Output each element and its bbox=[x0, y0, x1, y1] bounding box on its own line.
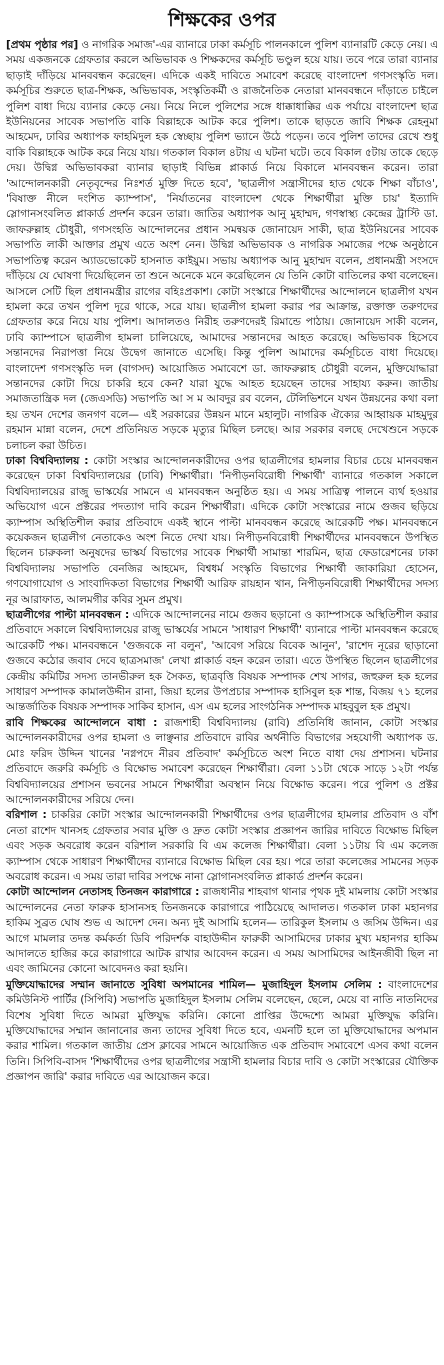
section-subhead: বরিশাল : bbox=[6, 809, 47, 822]
paragraph-text: চাকরির কোটা সংস্কার আন্দোলনকারী শিক্ষার্থীদের ওপর ছাত্রলীগের হামলার প্রতিবাদ ও বাঁশ নেতা রাশেদ খানসহ গ্রেফতার সবার মুক্তি ও দ্রুত কোটা সংস্কার প্রজ্ঞাপন জারির দাবিতে বিক্ষোভ মিছিল এবং সড়ক অবরোধ করেন বরিশাল সরকারি বি এম কলেজ শিক্ষার্থীরা। বেলা ১১টায় বি এম কলেজ ক্যাম্পাস থেকে সাধারণ শিক্ষার্থীদের ব্যানারে বিক্ষোভ মিছিল বের হয়। পরে তারা কলেজের সামনের সড়ক অবরোধ করেন। এ সময় তারা দাবির সপক্ষে নানা স্লোগানসংবলিত প্লাকার্ড প্রদর্শন করেন। bbox=[6, 809, 438, 883]
article-paragraph bbox=[6, 716, 438, 808]
section-subhead: মুক্তিযোদ্ধাদের সম্মান জানাতে সুবিধা অপমানের শামিল— মুজাহিদুল ইসলাম সেলিম : bbox=[6, 978, 382, 991]
section-subhead: ছাত্রলীগের পাল্টা মানববন্ধন : bbox=[6, 609, 130, 622]
section-subhead: কোটা আন্দোলন নেতাসহ তিনজন কারাগারে : bbox=[6, 886, 200, 899]
article-paragraph bbox=[6, 608, 438, 716]
article-paragraph bbox=[6, 978, 438, 1086]
paragraph-text: এদিকে আন্দোলনের নামে গুজব ছড়ানো ও ক্যাম্পাসকে অস্থিতিশীল করার প্রতিবাদে সকালে বিশ্ববিদ্যালয়ের রাজু ভাস্কর্যের সামনে 'সাধারণ শিক্ষার্থী' ব্যানারে পাল্টা মানববন্ধন করেছে আরেকটি পক্ষ। মানববন্ধনে 'গুজবকে না বলুন', 'আবেগ সরিয়ে বিবেক আনুন', 'রাশেদ নূরের ছাড়ানো গুজবে কঠোর জবাব দেবে ছাত্রসমাজ' লেখা প্লাকার্ড বহন করেন তারা। এতে উপস্থিত ছিলেন ছাত্রলীগের কেন্দ্রীয় কমিটির সদস্য তানভীরুল হক সৈকত, ছাত্রবৃত্তি বিষয়ক সম্পাদক শেখ সাগর, জহুরুল হক হলের সাধারণ সম্পাদক কামালউদ্দীন রানা, জিয়া হলের উপপ্রচার সম্পাদক হাসিবুল হক শান্ত, বিজয় ৭১ হলের আন্তর্জাতিক বিষয়ক সম্পাদক সাকিব হাসান, এস এম হলের সাংগঠনিক সম্পাদক মাহবুবুল হক প্রমুখ। bbox=[6, 609, 439, 714]
continuation-marker: [প্রথম পৃষ্ঠার পর] bbox=[6, 39, 79, 51]
paragraph-text: ও নাগরিক সমাজ'-এর ব্যানারে ঢাকা কর্মসূচি পালনকালে পুলিশ ব্যানারটি কেড়ে নেয়। এ সময় একজনকে গ্রেফতার করলে অভিভাবক ও শিক্ষকদের কর্মসূচি ভণ্ডুল হয়ে যায়। তবে পরে তারা ব্যানার ছাড়াই দাঁড়িয়ে মানববন্ধন করেছেন। এদিকে একই দাবিতে সমাবেশ করেছে বাংলাদেশ গণসংস্কৃতি দল। কর্মসূচির শুরুতে ছাত্র-শিক্ষক, অভিভাবক, সংস্কৃতিকর্মী ও রাজনৈতিক নেতারা মানববন্ধনে দাঁড়াতে চাইলে পুলিশ বাধা দিয়ে ব্যানার কেড়ে নেয়। নিয়ে নিলে পুলিশের সঙ্গে ধাক্কাধাক্কির এক পর্যায়ে বাংলাদেশ ছাত্র ইউনিয়নের সাবেক সভাপতি বাকি বিল্লাহকে আটক করে পুলিশ। তাকে ছাড়তে জাবি শিক্ষক রেহনুমা আহমেদ, ঢাবির অধ্যাপক ফাহমিদুল হক স্বেচ্ছায় পুলিশ ভ্যানে উঠে পড়েন। তবে পুলিশ তাদের রেখে শুধু বাকি বিল্লাহকে আটক করে নিয়ে যায়। গতকাল বিকাল ৪টায় এ ঘটনা ঘটে। তবে বিকাল ৫টায় তাকে ছেড়ে দেয়। উদ্বিগ্ন অভিভাবকরা ব্যানার ছাড়াই বিভিন্ন প্লাকার্ড নিয়ে বিকালে মানববন্ধন করেন। তারা 'আন্দোলনকারী নেতৃবৃন্দের নিঃশর্ত মুক্তি দিতে হবে', 'ছাত্রলীগ সন্ত্রাসীদের হাত থেকে শিক্ষা বাঁচাও', 'বিষাক্ত নীলে দংশিত ক্যাম্পাস', 'নির্যাতনের বাংলাদেশ থেকে শিক্ষার্থীরা মুক্তি চায়' ইত্যাদি স্লোগানসংবলিত প্লাকার্ড প্রদর্শন করেন তারা। জাতির অধ্যাপক আনু মুহাম্মদ, গণস্বাস্থ্য কেন্দ্রের ট্রাস্টি ডা. জাফরুল্লাহ চৌধুরী, গণসংহতি আন্দোলনের প্রধান সমন্বয়ক জোনায়েদ সাকী, ছাত্র ইউনিয়নের সাবেক সভাপতি লাকী আক্তার প্রমুখ এতে অংশ নেন। উদ্বিগ্ন অভিভাবক ও নাগরিক সমাজের পক্ষে অনুষ্ঠানে সভাপতিত্ব করেন অ্যাডভোকেট হাসনাত কাইয়ুম। সভায় অধ্যাপক আনু মুহাম্মদ বলেন, প্রধানমন্ত্রী সংসদে দাঁড়িয়ে যে ঘোষণা দিয়েছিলেন তা শুনে অনেকে মনে করেছিলেন যে তিনি কোটা বাতিলের কথা বলেছেন। আসলে সেটি ছিল প্রধানমন্ত্রীর রাগের বহিঃপ্রকাশ। কোটা সংস্কারে শিক্ষার্থীদের আন্দোলনে ছাত্রলীগ যখন হামলা করে তখন পুলিশ দূরে থাকে, সরে যায়। ছাত্রলীগ হামলা করার পর আক্রান্ত, রক্তাক্ত তরুণদের গ্রেফতার করে নিয়ে যায় পুলিশ। আদালতও নিরীহ তরুণদেরই রিমান্ডে পাঠায়। জোনায়েদ সাকী বলেন, ঢাবি ক্যাম্পাসে ছাত্রলীগ হামলা চালিয়েছে, আমাদের সন্তানদের আহত করেছে। অভিভাবক হিসেবে সন্তানদের নিরাপত্তা নিয়ে উদ্বেগ জানাতে এসেছি। কিন্তু পুলিশ আমাদের কর্মসূচিতে বাধা দিয়েছে। বাংলাদেশ গণসংস্কৃতি দল (বাগসদ) আয়োজিত সমাবেশে ডা. জাফরুল্লাহ চৌধুরী বলেন, মুক্তিযোদ্ধারা সন্তানদের কোটা দিয়ে চাকরি হবে কেন? যারা যুদ্ধে আহত হয়েছেন তাদের সাহায্য করুন। জাতীয় সমাজতান্ত্রিক দল (জেএসডি) সভাপতি আ স ম আবদুর রব বলেন, টেলিভিশনে যখন উন্নয়নের কথা বলা হয় তখন দেশের জনগণ বলে— এই সরকারের উন্নয়ন মানে মহালুট। নাগরিক ঐক্যের আহ্বায়ক মাহমুদুর রহমান মান্না বলেন, দেশে প্রতিনিয়ত সড়কে মৃত্যুর মিছিল চলছে। আর সরকার বলছে দেখেশুনে সড়কে চলাচল করা উচিত। bbox=[6, 39, 438, 452]
paragraph-text: রাজশাহী বিশ্ববিদ্যালয় (রাবি) প্রতিনিধি জানান, কোটা সংস্কার আন্দোলনকারীদের ওপর হামলা ও লাঞ্ছনার প্রতিবাদে রাবির অর্থনীতি বিভাগের সহযোগী অধ্যাপক ড. মোঃ ফরিদ উদ্দিন খানের 'নগ্নপদে নীরব প্রতিবাদ' কর্মসূচিতে অংশ নিতে বাধা দেয় প্রশাসন। ঘটনার প্রতিবাদে জরুরি কর্মসূচি ও বিক্ষোভ সমাবেশ করেছেন শিক্ষার্থীরা। বেলা ১১টা থেকে সাড়ে ১২টা পর্যন্ত বিশ্ববিদ্যালয়ের প্রশাসন ভবনের সামনে শিক্ষার্থীরা অবস্থান নিয়ে বিক্ষোভ করেন। পরে পুলিশ ও প্রক্টর আন্দোলনকারীদের সরিয়ে দেন। bbox=[6, 716, 438, 806]
article-body bbox=[6, 38, 438, 1086]
paragraph-text: কোটা সংস্কার আন্দোলনকারীদের ওপর ছাত্রলীগের হামলার বিচার চেয়ে মানববন্ধন করেছেন ঢাকা বিশ্ববিদ্যালয়ের (ঢাবি) শিক্ষার্থীরা। 'নিপীড়নবিরোধী শিক্ষার্থী' ব্যানারে গতকাল সকালে বিশ্ববিদ্যালয়ের রাজু ভাস্কর্যের সামনে এ মানববন্ধন অনুষ্ঠিত হয়। এ সময় সাত্রিত্ব পালনে ব্যর্থ হওয়ার অভিযোগ এনে প্রক্টরের পদত্যাগ দাবি করেন শিক্ষার্থীরা। এদিকে কোটা সংস্কারের নামে গুজব ছড়িয়ে ক্যাম্পাস অস্থিতিশীল করার প্রতিবাদে একই স্থানে পাল্টা মানববন্ধন করেছে আরেকটি পক্ষ। মানববন্ধনে কয়েকজন ছাত্রলীগ নেতাকেও অংশ নিতে দেখা যায়। নিপীড়নবিরোধী শিক্ষার্থীদের মানববন্ধনে উপস্থিত ছিলেন চারুকলা অনুষদের ভাস্কর্য বিভাগের সাবেক শিক্ষার্থী সামান্তা শারমিন, ছাত্র ফেডারেশনের ঢাকা বিশ্ববিদ্যালয় সভাপতি বেনজির আহমেদ, বিশ্বধর্ম সংস্কৃতি বিভাগের শিক্ষার্থী জাকারিয়া হোসেন, গণযোগাযোগ ও সাংবাদিকতা বিভাগের শিক্ষার্থী আরিফ রায়হান খান, নিপীড়নবিরোধী শিক্ষার্থীদের সদস্য নূর আরাফাত, আলমগীর কবির সুমন প্রমুখ। bbox=[6, 454, 438, 606]
section-subhead: ঢাকা বিশ্ববিদ্যালয় : bbox=[6, 454, 89, 467]
article-headline: শিক্ষকের ওপর bbox=[168, 9, 276, 31]
article-paragraph bbox=[6, 808, 438, 885]
article-paragraph bbox=[6, 454, 438, 608]
paragraph-text: রাজধানীর শাহবাগ থানার পৃথক দুই মামলায় কোটা সংস্কার আন্দোলনের নেতা ফারুক হাসানসহ তিনজনকে কারাগারে পাঠিয়েছে আদালত। গতকাল ঢাকা মহানগর হাকিম সুব্রত ঘোষ শুভ এ আদেশ দেন। অন্য দুই আসামি হলেন— তারিকুল ইসলাম ও জসিম উদ্দিন। এর আগে মামলার তদন্ত কর্মকর্তা ডিবি পরিদর্শক বাহাউদ্দীন ফারুকী আসামিদের ঢাকার মুখ্য মহানগর হাকিম আদালতে হাজির করে কারাগারে আটক রাখার আবেদন করেন। এ সময় আসামিদের আইনজীবী ছিল না এবং জামিনের কোনো আবেদনও করা হয়নি। bbox=[6, 886, 438, 976]
paragraph-text: বাংলাদেশের কমিউনিস্ট পার্টির (সিপিবি) সভাপতি মুজাহিদুল ইসলাম সেলিম বলেছেন, ছেলে, মেয়ে বা নাতি নাতনিদের বিশেষ সুবিধা দিতে আমরা মুক্তিযুদ্ধ করিনি। কোনো প্রাপ্তির উদ্দেশ্যে আমরা মুক্তিযুদ্ধ করিনি। মুক্তিযোদ্ধাদের সম্মান জানানোর জন্য তাদের সুবিধা দিতে হবে, এমনটি হলে তা মুক্তিযোদ্ধাদের অপমান করার শামিল। গতকাল জাতীয় প্রেস ক্লাবের সামনে আয়োজিত এক প্রতিবাদ সমাবেশে এসব কথা বলেন তিনি। সিপিবি-বাসদ 'শিক্ষার্থীদের ওপর ছাত্রলীগের সন্ত্রাসী হামলার বিচার দাবি ও কোটা সংস্কারের যৌক্তিক প্রজ্ঞাপন জারি' করার দাবিতে এর আয়োজন করে। bbox=[6, 978, 439, 1084]
article-paragraph bbox=[6, 885, 438, 977]
article-paragraph bbox=[6, 38, 438, 454]
section-subhead: রাবি শিক্ষকের আন্দোলনে বাধা : bbox=[6, 716, 158, 729]
